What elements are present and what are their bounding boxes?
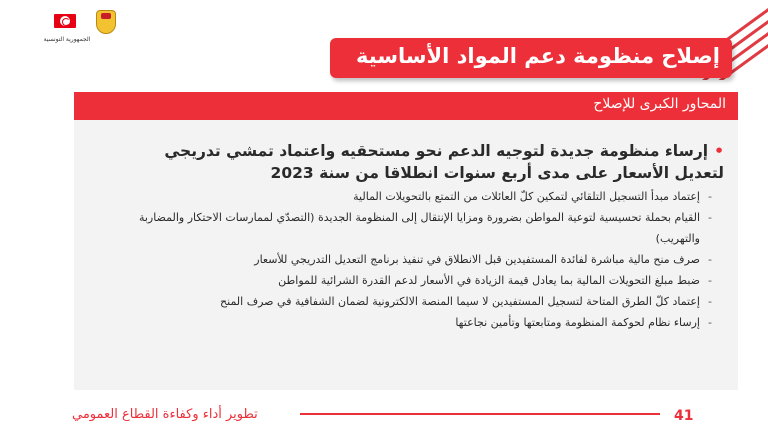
slide-title-box <box>330 38 732 78</box>
section-subtitle-bar <box>74 92 738 120</box>
list-item <box>92 207 712 249</box>
list-item <box>92 270 712 291</box>
page-number: 41 <box>674 408 694 424</box>
footer-divider <box>300 413 660 415</box>
main-point-text: إرساء منظومة جديدة لتوجيه الدعم نحو مستحقيه واعتماد تمشي تدريجي لتعديل الأسعار على مدى أربع سنوات انطلاقا من سنة 2023 <box>164 142 724 182</box>
list-item-text: إعتماد كلّ الطرق المتاحة لتسجيل المستفيدين لا سيما المنصة الالكترونية لضمان الشفافية في صرف المنح <box>220 295 700 308</box>
list-bullet: - <box>708 316 712 329</box>
list-item-text: ضبط مبلغ التحويلات المالية بما يعادل قيمة الزيادة في الأسعار لدعم القدرة الشرائية للمواطن <box>278 274 700 287</box>
republic-label: الجمهورية التونسية <box>43 36 91 43</box>
list-item <box>92 186 712 207</box>
tunisia-flag-icon <box>54 14 76 28</box>
list-item-text: إرساء نظام لحوكمة المنظومة ومتابعتها وتأمين نجاعتها <box>455 316 700 329</box>
list-item-text: إعتماد مبدأ التسجيل التلقائي لتمكين كلّ العائلات من التمتع بالتحويلات المالية <box>353 190 700 203</box>
section-subtitle: المحاور الكبرى للإصلاح <box>593 96 726 112</box>
footer-text: تطوير أداء وكفاءة القطاع العمومي <box>72 407 258 422</box>
list-bullet: - <box>708 253 712 266</box>
list-bullet: - <box>708 295 712 308</box>
tunisia-coat-of-arms-icon <box>96 10 116 34</box>
header-logos <box>40 8 120 52</box>
list-item-text: القيام بحملة تحسيسية لتوعية المواطن بضرورة ومزايا الإنتقال إلى المنظومة الجديدة (التصدّي لممارسات الاحتكار والمضاربة والتهريب) <box>138 211 700 245</box>
list-bullet: - <box>708 274 712 287</box>
list-item <box>92 312 712 333</box>
main-bullet: • <box>714 142 724 160</box>
slide-title: إصلاح منظومة دعم المواد الأساسية <box>356 44 720 68</box>
list-bullet: - <box>708 211 712 224</box>
main-point <box>124 140 724 184</box>
list-item <box>92 291 712 312</box>
list-item <box>92 249 712 270</box>
sub-points-list <box>92 186 712 333</box>
list-item-text: صرف منح مالية مباشرة لفائدة المستفيدين قبل الانطلاق في تنفيذ برنامج التعديل التدريجي للأسعار <box>254 253 700 266</box>
list-bullet: - <box>708 190 712 203</box>
